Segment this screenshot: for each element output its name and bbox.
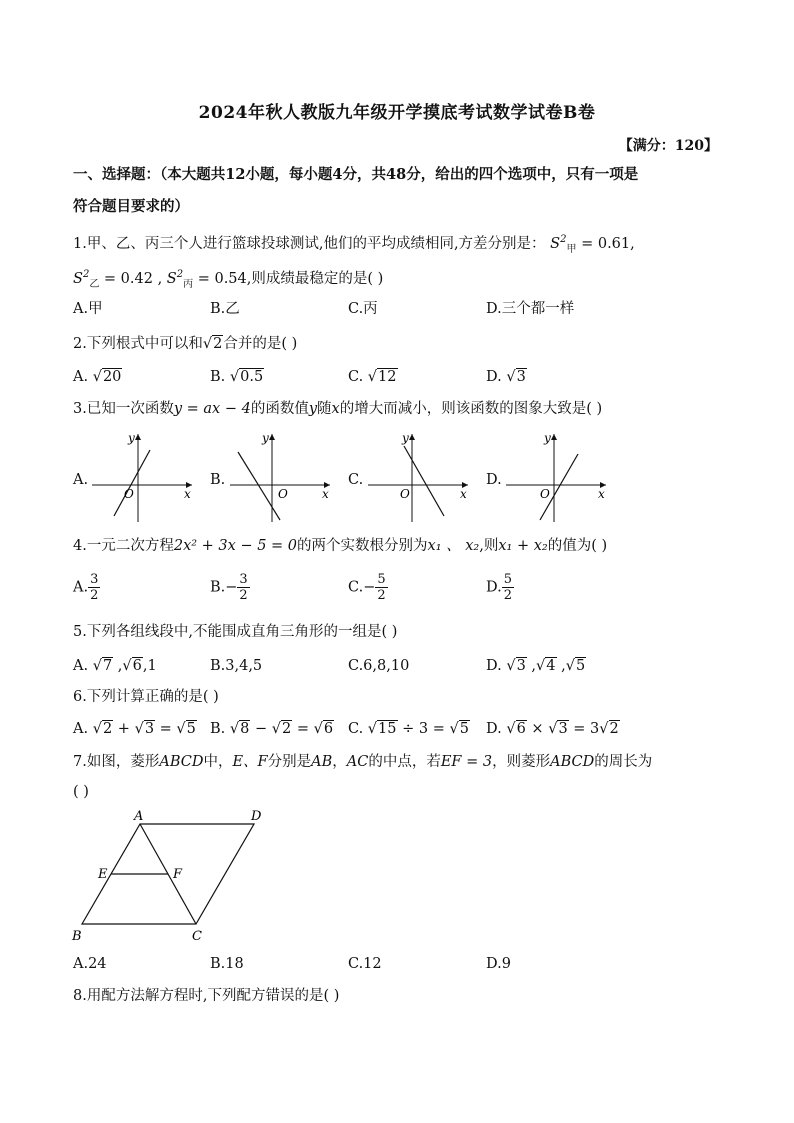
svg-text:O: O (124, 487, 134, 501)
q3-graph-d (502, 428, 614, 524)
full-score: 【满分：120】 (618, 138, 718, 154)
q6-option-b: B. √8 − √2 = √6 (210, 721, 334, 737)
q4-option-b: B.− $\frac{3}{2}$ (210, 572, 248, 603)
q1-option-a: A.甲 (73, 301, 103, 317)
q5-option-b: B.3,4,5 (210, 658, 263, 674)
point-label-f: F (173, 867, 183, 882)
svg-text:x: x (460, 487, 467, 501)
variance-bing: $S^2_丙$ (166, 269, 194, 290)
q3-option-a-label: A. (73, 472, 89, 488)
svg-text:O: O (278, 487, 288, 501)
q3-graph-b (226, 428, 338, 524)
question-1-line2 (73, 265, 733, 295)
question-7-line2: ( ) (73, 784, 89, 800)
question-3: 3.已知一次函数y = ax − 4的函数值y随x的增大而减小，则该函数的图象大致是( ) (73, 401, 603, 417)
q1-option-c: C.丙 (348, 301, 378, 317)
q4-equation: 2x² + 3x − 5 = 0 (173, 538, 298, 554)
q3-graph-a (88, 428, 200, 524)
question-1-line1 (73, 230, 733, 260)
q1-stem: 1.甲、乙、丙三个人进行篮球投球测试,他们的平均成绩相同,方差分别是： (73, 235, 546, 252)
q3-option-d-label: D. (486, 472, 502, 488)
q6-option-c: C. √15 ÷ 3 = √5 (348, 721, 469, 737)
vertex-label-b: B (72, 929, 82, 944)
q7-option-d: D.9 (486, 956, 511, 972)
graph-a-line (114, 450, 150, 516)
section-header-line2: 符合题目要求的） (73, 198, 189, 215)
question-8: 8.用配方法解方程时,下列配方错误的是( ) (73, 988, 340, 1004)
q2-option-a: A. √20 (73, 369, 122, 385)
svg-text:y: y (262, 431, 269, 445)
q5-option-d: D. √3 ,√4 ,√5 (486, 658, 586, 674)
svg-text:y: y (544, 431, 551, 445)
question-2: 2.下列根式中可以和√2合并的是( ) (73, 336, 298, 352)
variance-yi-value: = 0.42 , (103, 270, 163, 287)
graph-c-line (404, 446, 444, 516)
section-header-line1: 一、选择题：（本大题共12小题，每小题4分，共48分，给出的四个选项中，只有一项是 (73, 166, 639, 183)
svg-text:x: x (598, 487, 605, 501)
q2-stem-a: 2.下列根式中可以和 (73, 336, 203, 352)
exam-title: 2024年秋人教版九年级开学摸底考试数学试卷B卷 (198, 103, 596, 123)
svg-text:x: x (322, 487, 329, 501)
q3-option-b-label: B. (210, 472, 226, 488)
q4-option-c: C.− $\frac{5}{2}$ (348, 572, 386, 603)
svg-text:O: O (540, 487, 550, 501)
q5-option-c: C.6,8,10 (348, 658, 410, 674)
q7-rhombus-figure (68, 806, 278, 946)
point-label-e: E (98, 867, 108, 882)
q1-option-d: D.三个都一样 (486, 301, 575, 317)
variance-jia: $S^2_甲$ (550, 234, 577, 255)
q5-option-a: A. √7 ,√6,1 (73, 658, 157, 674)
variance-jia-value: = 0.61, (581, 235, 635, 252)
question-7-line1: 7.如图，菱形ABCD中，E、F分别是AB，AC的中点，若EF = 3，则菱形ABCD的周长为 (73, 754, 653, 770)
q3-function: y = ax − 4 (173, 401, 251, 417)
q1-option-b: B.乙 (210, 301, 240, 317)
vertex-label-d: D (251, 809, 262, 824)
variance-yi: $S^2_乙$ (73, 269, 100, 290)
q4-option-a: A. $\frac{3}{2}$ (73, 572, 99, 603)
q7-option-c: C.12 (348, 956, 382, 972)
question-6: 6.下列计算正确的是( ) (73, 689, 219, 705)
svg-text:y: y (402, 431, 409, 445)
q6-option-a: A. √2 + √3 = √5 (73, 721, 196, 737)
vertex-label-a: A (134, 809, 144, 824)
question-5: 5.下列各组线段中,不能围成直角三角形的一组是( ) (73, 624, 398, 640)
svg-text:O: O (400, 487, 410, 501)
graph-b-line (238, 452, 280, 520)
vertex-label-c: C (192, 929, 202, 944)
q3-option-c-label: C. (348, 472, 364, 488)
q2-option-b: B. √0.5 (210, 369, 264, 385)
q7-option-b: B.18 (210, 956, 244, 972)
q2-radicand: 2 (213, 336, 223, 352)
q3-graph-c (364, 428, 476, 524)
q4-option-d: D. $\frac{5}{2}$ (486, 572, 512, 603)
variance-bing-value: = 0.54 (197, 270, 247, 287)
q2-option-c: C. √12 (348, 369, 397, 385)
q7-option-a: A.24 (73, 956, 107, 972)
q2-option-d: D. √3 (486, 369, 526, 385)
question-4: 4.一元二次方程2x² + 3x − 5 = 0的两个实数根分别为x₁ 、 x₂,则x₁ + x₂的值为( ) (73, 538, 608, 554)
q2-stem-b: 合并的是( ) (223, 336, 298, 352)
svg-text:x: x (184, 487, 191, 501)
q1-stem-end: ,则成绩最稳定的是( ) (246, 270, 384, 287)
q6-option-d: D. √6 × √3 = 3√2 (486, 721, 619, 737)
svg-text:y: y (128, 431, 135, 445)
